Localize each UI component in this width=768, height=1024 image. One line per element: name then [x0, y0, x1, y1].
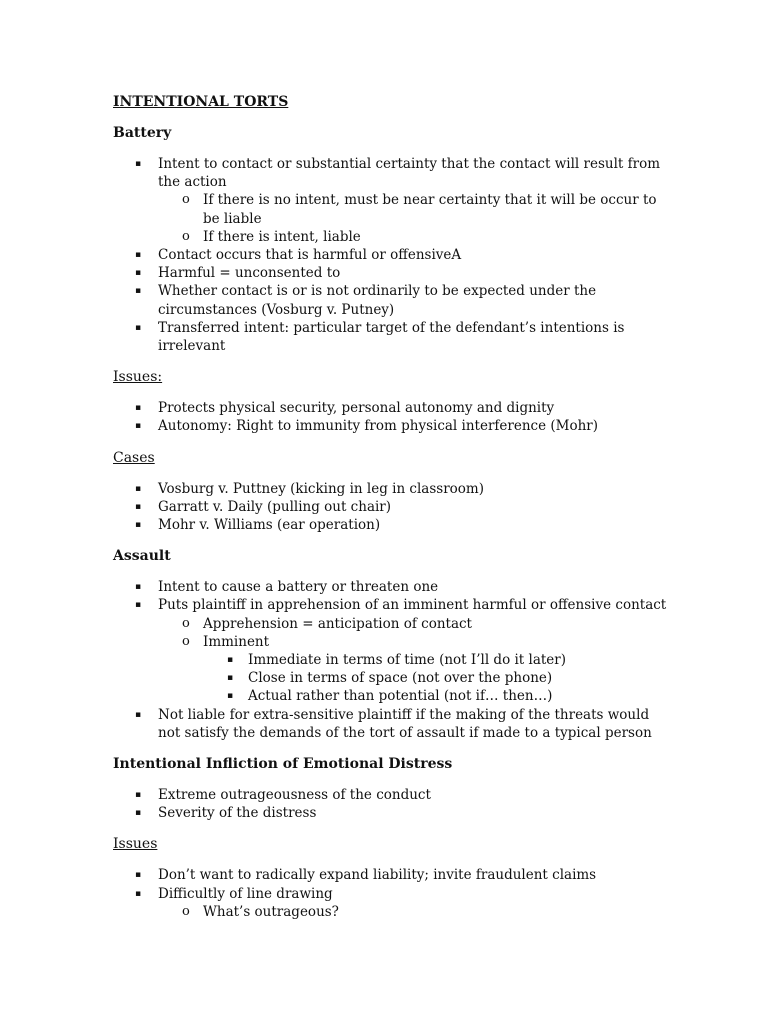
bullet-list	[113, 578, 673, 742]
list-item-text: Mohr v. Williams (ear operation)	[158, 517, 381, 534]
square-bullet-icon: ▪	[135, 888, 142, 899]
list-item	[113, 706, 673, 742]
list-item-text: Puts plaintiff in apprehension of an imminent harmful or offensive contact	[158, 597, 667, 614]
section-heading: Assault	[113, 548, 171, 565]
square-bullet-icon: ▪	[135, 582, 142, 593]
list-item-text: Contact occurs that is harmful or offensiveA	[158, 247, 462, 264]
list-item-text: Apprehension = anticipation of contact	[203, 615, 472, 632]
circle-bullet-icon: o	[182, 615, 190, 631]
list-item-text: Garratt v. Daily (pulling out chair)	[158, 498, 392, 515]
document-body	[113, 124, 673, 921]
list-item	[113, 903, 673, 921]
list-item-text: Harmful = unconsented to	[158, 265, 341, 282]
list-item	[113, 615, 673, 633]
section-heading: Issues	[113, 836, 158, 853]
list-item	[113, 651, 673, 669]
square-bullet-icon: ▪	[135, 268, 142, 279]
section-heading: Cases	[113, 449, 155, 466]
document-page	[113, 88, 673, 934]
square-bullet-icon: ▪	[227, 673, 234, 684]
list-item	[113, 596, 673, 614]
list-item	[113, 633, 673, 651]
list-item	[113, 319, 673, 355]
list-item	[113, 786, 673, 804]
list-item	[113, 885, 673, 903]
list-item	[113, 191, 673, 227]
list-item-text: If there is intent, liable	[203, 228, 361, 245]
list-item-text: Transferred intent: particular target of the defendant’s intentions is irrelevant	[158, 319, 625, 355]
bullet-list	[113, 866, 673, 921]
list-item	[113, 155, 673, 191]
list-item	[113, 866, 673, 884]
list-item-text: Protects physical security, personal autonomy and dignity	[158, 400, 555, 417]
list-item-text: Vosburg v. Puttney (kicking in leg in classroom)	[158, 480, 484, 497]
list-item	[113, 804, 673, 822]
list-item-text: Intent to cause a battery or threaten one	[158, 579, 439, 596]
square-bullet-icon: ▪	[135, 286, 142, 297]
square-bullet-icon: ▪	[135, 250, 142, 261]
list-item	[113, 480, 673, 498]
bullet-list	[113, 480, 673, 535]
list-item-text: Difficultly of line drawing	[158, 885, 333, 902]
list-item-text: Intent to contact or substantial certainty that the contact will result from the action	[158, 156, 660, 191]
list-item-text: If there is no intent, must be near certainty that it will be occur to be liable	[203, 192, 657, 227]
square-bullet-icon: ▪	[135, 870, 142, 881]
square-bullet-icon: ▪	[135, 520, 142, 531]
square-bullet-icon: ▪	[135, 483, 142, 494]
bullet-list	[113, 786, 673, 822]
circle-bullet-icon: o	[182, 192, 190, 208]
square-bullet-icon: ▪	[135, 808, 142, 819]
list-item-text: What’s outrageous?	[203, 903, 339, 920]
section-heading: Battery	[113, 125, 172, 141]
list-item-text: Severity of the distress	[158, 805, 317, 822]
list-item-text: Whether contact is or is not ordinarily to be expected under the circumstances (Vosburg v. Putney)	[158, 283, 597, 318]
list-item-text: Actual rather than potential (not if… then…)	[248, 688, 553, 705]
square-bullet-icon: ▪	[227, 655, 234, 666]
list-item	[113, 498, 673, 516]
section-heading: Issues:	[113, 369, 163, 386]
list-item	[113, 399, 673, 417]
list-item	[113, 669, 673, 687]
square-bullet-icon: ▪	[135, 501, 142, 512]
square-bullet-icon: ▪	[135, 159, 142, 169]
list-item-text: Close in terms of space (not over the phone)	[248, 670, 553, 687]
list-item	[113, 228, 673, 246]
list-item	[113, 264, 673, 282]
circle-bullet-icon: o	[182, 228, 190, 244]
square-bullet-icon: ▪	[227, 691, 234, 702]
circle-bullet-icon: o	[182, 903, 190, 919]
document-title: INTENTIONAL TORTS	[113, 94, 289, 110]
list-item-text: Immediate in terms of time (not I’ll do it later)	[248, 652, 567, 669]
square-bullet-icon: ▪	[135, 403, 142, 414]
list-item	[113, 516, 673, 534]
list-item	[113, 282, 673, 318]
list-item	[113, 417, 673, 435]
list-item-text: Not liable for extra-sensitive plaintiff if the making of the threats would not satisfy the demands of the tort of assault if made to a typical person	[158, 706, 652, 741]
square-bullet-icon: ▪	[135, 709, 142, 720]
circle-bullet-icon: o	[182, 633, 190, 649]
square-bullet-icon: ▪	[135, 421, 142, 432]
list-item-text: Extreme outrageousness of the conduct	[158, 787, 431, 804]
square-bullet-icon: ▪	[135, 322, 142, 333]
list-item-text: Don’t want to radically expand liability; invite fraudulent claims	[158, 867, 597, 884]
list-item	[113, 246, 673, 264]
list-item-text: Autonomy: Right to immunity from physical interference (Mohr)	[158, 418, 599, 435]
bullet-list	[113, 155, 673, 355]
section-heading: Intentional Infliction of Emotional Distress	[113, 756, 453, 773]
square-bullet-icon: ▪	[135, 600, 142, 611]
list-item-text: Imminent	[203, 633, 270, 650]
bullet-list	[113, 399, 673, 435]
list-item	[113, 687, 673, 705]
square-bullet-icon: ▪	[135, 790, 142, 801]
list-item	[113, 578, 673, 596]
